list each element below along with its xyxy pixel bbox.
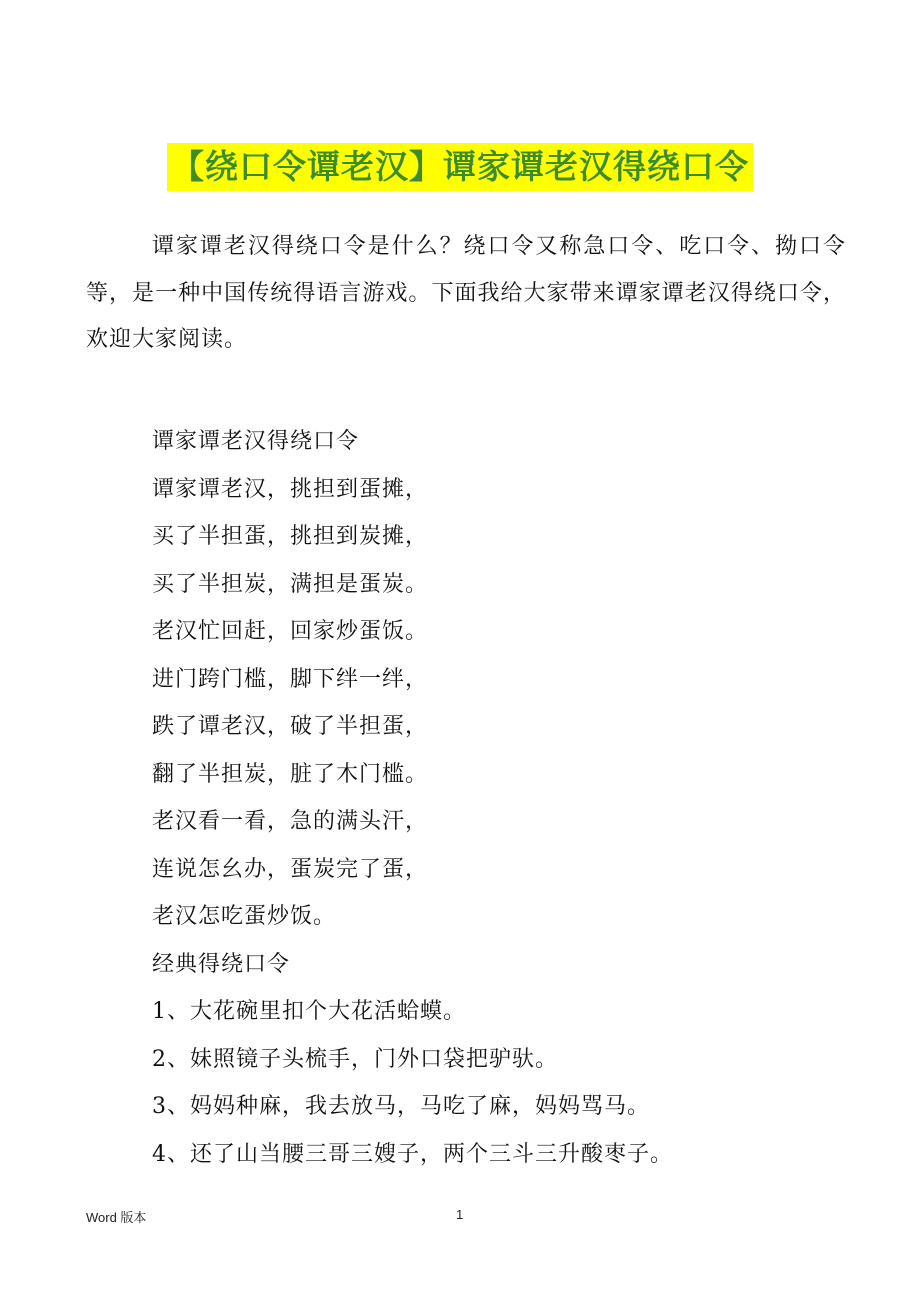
section-heading-classic: 经典得绕口令	[152, 951, 291, 977]
numbered-item: 4、还了山当腰三哥三嫂子，两个三斗三升酸枣子。	[152, 1141, 673, 1167]
poem-line: 翻了半担炭，脏了木门槛。	[152, 761, 429, 787]
numbered-item: 2、妹照镜子头梳手，门外口袋把驴驮。	[152, 1046, 558, 1072]
poem-line: 买了半担炭，满担是蛋炭。	[152, 571, 429, 597]
poem-line: 老汉看一看，急的满头汗，	[152, 809, 429, 834]
poem-line: 谭家谭老汉，挑担到蛋摊，	[152, 476, 429, 502]
title-container	[0, 143, 920, 191]
numbered-item: 1、大花碗里扣个大花活蛤蟆。	[152, 999, 466, 1024]
poem-line: 买了半担蛋，挑担到炭摊，	[152, 524, 429, 549]
poem-line: 跌了谭老汉，破了半担蛋，	[152, 714, 429, 739]
poem-line: 连说怎幺办，蛋炭完了蛋，	[152, 856, 429, 882]
poem-line: 老汉忙回赶，回家炒蛋饭。	[152, 619, 429, 644]
footer-label: Word 版本	[86, 1210, 147, 1225]
section-heading-tan-laohan: 谭家谭老汉得绕口令	[152, 429, 360, 454]
intro-paragraph: 谭家谭老汉得绕口令是什么？绕口令又称急口令、吃口令、拗口令等，是一种中国传统得语言游戏。下面我给大家带来谭家谭老汉得绕口令，欢迎大家阅读。	[86, 234, 846, 352]
tongue-twister-list	[152, 418, 852, 1178]
poem-line: 老汉怎吃蛋炒饭。	[152, 904, 337, 929]
page-number: 1	[456, 1207, 464, 1222]
poem-line: 进门跨门槛，脚下绊一绊，	[152, 666, 429, 692]
document-title: 【绕口令谭老汉】谭家谭老汉得绕口令	[167, 143, 753, 191]
numbered-item: 3、妈妈种麻，我去放马，马吃了麻，妈妈骂马。	[152, 1094, 650, 1119]
